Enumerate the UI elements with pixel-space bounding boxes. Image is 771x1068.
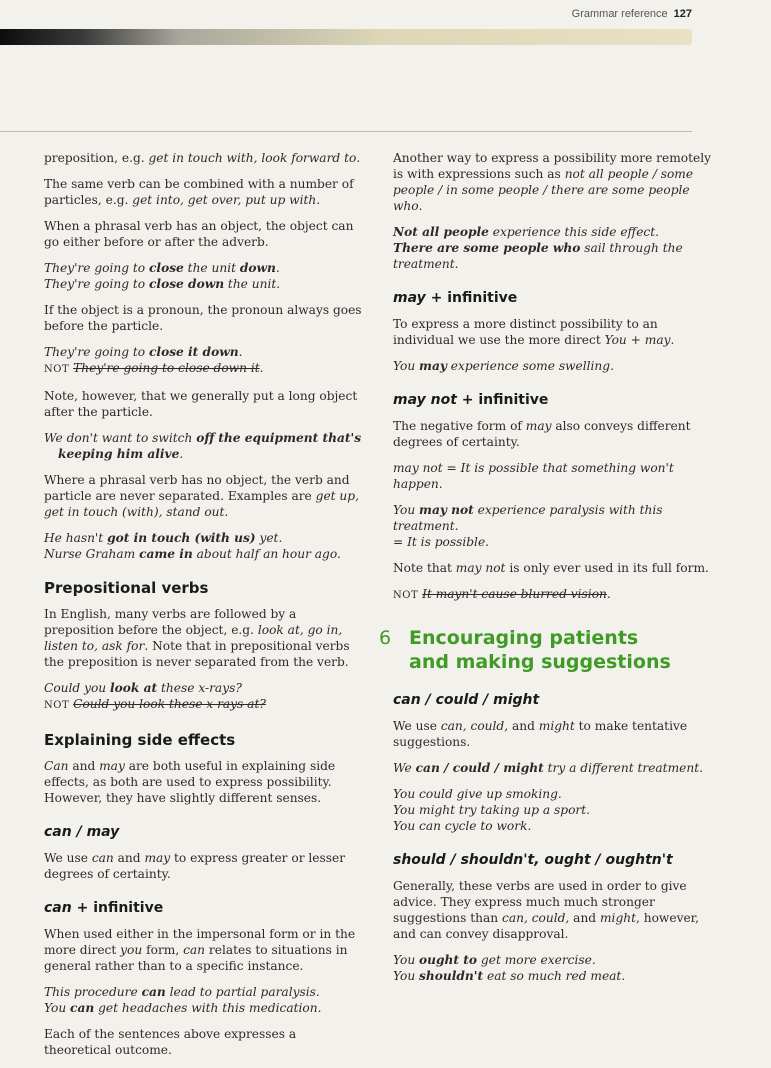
text-run: = It is possible. <box>393 535 490 549</box>
text-run: . <box>275 261 280 275</box>
text-run: these x-rays? <box>157 681 242 695</box>
text-run: Could you <box>44 681 111 695</box>
example-block <box>393 460 711 492</box>
example-block <box>393 502 711 550</box>
text-run: We <box>393 761 416 775</box>
text-run: You <box>44 1001 71 1015</box>
text-run: . <box>670 333 675 347</box>
text-run: You could give up smoking. <box>393 787 562 801</box>
text-run: . <box>418 199 423 213</box>
paragraph <box>393 878 711 942</box>
text-run: can <box>91 851 114 865</box>
paragraph <box>393 560 711 576</box>
text-run: The negative form of <box>393 419 526 433</box>
text-run: Nurse Graham <box>44 547 140 561</box>
text-run: can, could, <box>440 719 509 733</box>
right-column <box>379 150 711 994</box>
incorrect-example: They're going to close down it <box>73 361 260 375</box>
text-run: came in <box>139 547 193 561</box>
paragraph <box>44 1026 364 1058</box>
example-line <box>393 502 711 534</box>
paragraph <box>393 150 711 214</box>
text-run: and <box>508 719 539 733</box>
text-run: Note that <box>393 561 456 575</box>
example-block <box>393 760 711 776</box>
text-run: can <box>44 900 72 916</box>
example-line <box>393 460 711 492</box>
page-number: 127 <box>673 8 692 20</box>
section-title-line-2: and making suggestions <box>409 651 671 673</box>
text-run: lead to partial paralysis. <box>165 985 320 999</box>
text-run: not all people / some people / in some people / there are some people who <box>393 167 694 213</box>
example-block <box>393 586 711 604</box>
text-run: close down <box>149 277 225 291</box>
text-run: is only ever used in its full form. <box>505 561 709 575</box>
paragraph <box>44 388 364 420</box>
text-run: You <box>393 969 420 983</box>
text-run: . <box>259 361 264 375</box>
text-run: may not <box>419 503 474 517</box>
example-line <box>44 984 364 1000</box>
example-line <box>44 546 364 562</box>
example-line <box>393 802 711 818</box>
text-run: Another way to express a possibility more remotely is with expressions such as <box>393 151 711 181</box>
text-run: keeping him alive <box>58 447 180 461</box>
example-block <box>44 984 364 1016</box>
text-run: the equipment that's <box>218 431 362 445</box>
example-block <box>393 952 711 984</box>
text-run: experience paralysis with this treatment. <box>393 503 663 533</box>
text-run: When used either in the impersonal form or in the more direct <box>44 927 356 957</box>
text-run: to make tentative suggestions. <box>393 719 688 749</box>
text-run: yet. <box>255 531 283 545</box>
example-block <box>393 786 711 834</box>
text-run: might <box>538 719 575 733</box>
text-run: may <box>144 851 171 865</box>
heading-explaining-side-effects: Explaining side effects <box>44 731 236 749</box>
example-block <box>393 358 711 374</box>
example-line <box>393 224 711 240</box>
example-block <box>393 224 711 272</box>
text-run: You might try taking up a sport. <box>393 803 591 817</box>
example-line <box>44 430 364 446</box>
text-run: also conveys different degrees of certainty. <box>393 419 691 449</box>
not-marker: NOT <box>393 590 419 601</box>
text-run: + infinitive <box>425 290 518 306</box>
example-line <box>393 760 711 776</box>
example-block <box>44 680 364 714</box>
text-run: close <box>149 261 184 275</box>
text-run: try a different treatment. <box>543 761 703 775</box>
example-line <box>44 530 364 546</box>
text-run: you <box>120 943 143 957</box>
text-run: and <box>113 851 145 865</box>
text-run: the unit. <box>224 277 281 291</box>
text-run: relates to situations in general rather than to a specific instance. <box>44 943 348 973</box>
example-line <box>393 968 711 984</box>
text-run: To express a more distinct possibility to an individual we use the more direct <box>393 317 658 347</box>
heading-may-infinitive <box>393 290 711 306</box>
text-run: . <box>356 151 361 165</box>
text-run: can, could, <box>502 911 570 925</box>
example-block <box>44 260 364 292</box>
text-run: form, <box>142 943 184 957</box>
text-run: You <box>604 333 627 347</box>
text-run: Where a phrasal verb has no object, the verb and particle are never separated. Examples are <box>44 473 350 503</box>
text-run: may <box>525 419 552 433</box>
paragraph <box>393 418 711 450</box>
example-line <box>393 818 711 834</box>
text-run: get headaches with this medication. <box>94 1001 322 1015</box>
example-line <box>44 696 364 714</box>
paragraph <box>44 758 364 806</box>
paragraph <box>44 176 364 208</box>
text-run: They're going to <box>44 261 150 275</box>
heading-can-infinitive <box>44 900 364 916</box>
example-line <box>393 586 711 604</box>
section-heading <box>379 626 711 674</box>
text-run: close it down <box>149 345 239 359</box>
example-line <box>44 446 364 462</box>
text-run: can <box>141 985 166 999</box>
example-block <box>44 530 364 562</box>
text-run: Each of the sentences above expresses a theoretical outcome. <box>44 1027 297 1057</box>
text-run: . <box>316 193 321 207</box>
text-run: + infinitive <box>456 392 549 408</box>
example-line <box>44 680 364 696</box>
heading-prepositional-verbs: Prepositional verbs <box>44 579 209 597</box>
example-line <box>393 786 711 802</box>
text-run: The same verb can be combined with a number of particles, e.g. <box>44 177 354 207</box>
text-run: get more exercise. <box>477 953 596 967</box>
heading-can-could-might: can / could / might <box>393 692 540 708</box>
text-run: are both useful in explaining side effects, as both are used to express possibility. However, they have slightly different senses. <box>44 759 336 805</box>
text-run: . <box>238 345 243 359</box>
left-column <box>44 150 364 1068</box>
text-run: , however, and can convey disapproval. <box>393 911 700 941</box>
text-run: . <box>224 505 229 519</box>
text-run: can <box>70 1001 95 1015</box>
header-rule <box>0 131 692 132</box>
text-run: can <box>183 943 206 957</box>
text-run: eat so much red meat. <box>483 969 626 983</box>
heading-should-ought: should / shouldn't, ought / oughtn't <box>393 852 673 868</box>
text-run: We use <box>44 851 92 865</box>
text-run: get in touch with, look forward to <box>148 151 357 165</box>
text-run: In English, many verbs are followed by a preposition before the object, e.g. <box>44 607 297 637</box>
text-run: You can cycle to work. <box>393 819 532 833</box>
text-run: and <box>569 911 600 925</box>
text-run: This procedure <box>44 985 142 999</box>
section-title-line-1: Encouraging patients <box>409 627 639 649</box>
example-block <box>44 430 364 462</box>
text-run: may <box>644 333 671 347</box>
text-run: the unit <box>183 261 240 275</box>
text-run: look at <box>110 681 158 695</box>
text-run: may <box>419 359 447 373</box>
paragraph <box>44 606 364 670</box>
text-run: got in touch (with us) <box>107 531 256 545</box>
text-run: experience some swelling. <box>446 359 614 373</box>
example-line <box>44 260 364 276</box>
text-run: Not all people <box>393 225 489 239</box>
text-run: can / could / might <box>415 761 544 775</box>
text-run: Note, however, that we generally put a long object after the particle. <box>44 389 358 419</box>
example-line <box>44 1000 364 1016</box>
text-run: Generally, these verbs are used in order to give advice. They express much much stronger suggestions than <box>393 879 687 925</box>
incorrect-example: Could you look these x-rays at? <box>73 697 266 711</box>
text-run: look at, go in, listen to, ask for <box>44 623 343 653</box>
text-run: You <box>393 359 420 373</box>
running-header-title: Grammar reference <box>571 8 668 20</box>
text-run: off <box>196 431 215 445</box>
text-run: may <box>393 290 426 306</box>
example-line <box>393 534 711 550</box>
text-run: shouldn't <box>419 969 484 983</box>
example-line <box>44 276 364 292</box>
example-block <box>44 344 364 378</box>
heading-can-may: can / may <box>44 824 120 840</box>
not-marker: NOT <box>44 364 70 375</box>
text-run: + infinitive <box>71 900 164 916</box>
text-run: You <box>393 953 420 967</box>
example-line <box>44 360 364 378</box>
text-run: get up, get in touch (with), stand out <box>44 489 359 519</box>
example-line <box>393 358 711 374</box>
text-run: to express greater or lesser degrees of certainty. <box>44 851 346 881</box>
paragraph <box>44 926 364 974</box>
section-number: 6 <box>379 627 392 649</box>
text-run: . Note that in prepositional verbs the preposition is never separated from the verb. <box>44 639 350 669</box>
header-decorative-bar <box>0 29 692 45</box>
text-run: may not <box>455 561 506 575</box>
text-run: may <box>99 759 125 773</box>
text-run: may not = It is possible that something won't happen. <box>393 461 674 491</box>
text-run: preposition, e.g. <box>44 151 149 165</box>
text-run: . <box>606 587 611 601</box>
text-run: down <box>239 261 276 275</box>
text-run: and <box>68 759 100 773</box>
running-header <box>572 8 692 20</box>
paragraph <box>44 850 364 882</box>
text-run: sail through the treatment. <box>393 241 683 271</box>
text-run: He hasn't <box>44 531 108 545</box>
text-run: might <box>599 911 636 925</box>
example-line <box>393 240 711 272</box>
paragraph <box>393 316 711 348</box>
text-run: You <box>393 503 420 517</box>
text-run: They're going to <box>44 277 150 291</box>
text-run: Can <box>44 759 69 773</box>
text-run: ought to <box>419 953 478 967</box>
text-run: We don't want to switch <box>44 431 197 445</box>
text-run: . <box>179 447 184 461</box>
text-run: experience this side effect. <box>488 225 660 239</box>
paragraph <box>44 472 364 520</box>
not-marker: NOT <box>44 700 70 711</box>
heading-may-not-infinitive <box>393 392 711 408</box>
incorrect-example: It mayn't cause blurred vision <box>422 587 607 601</box>
paragraph <box>44 150 364 166</box>
text-run: There are some people who <box>393 241 581 255</box>
text-run: We use <box>393 719 441 733</box>
text-run: + <box>626 333 645 347</box>
example-line <box>44 344 364 360</box>
paragraph <box>44 302 364 334</box>
text-run: may not <box>393 392 457 408</box>
text-run: about half an hour ago. <box>192 547 341 561</box>
paragraph <box>393 718 711 750</box>
text-run: If the object is a pronoun, the pronoun always goes before the particle. <box>44 303 362 333</box>
text-run: get into, get over, put up with <box>132 193 317 207</box>
text-run: When a phrasal verb has an object, the object can go either before or after the adverb. <box>44 219 354 249</box>
text-run: They're going to <box>44 345 150 359</box>
example-line <box>393 952 711 968</box>
paragraph <box>44 218 364 250</box>
